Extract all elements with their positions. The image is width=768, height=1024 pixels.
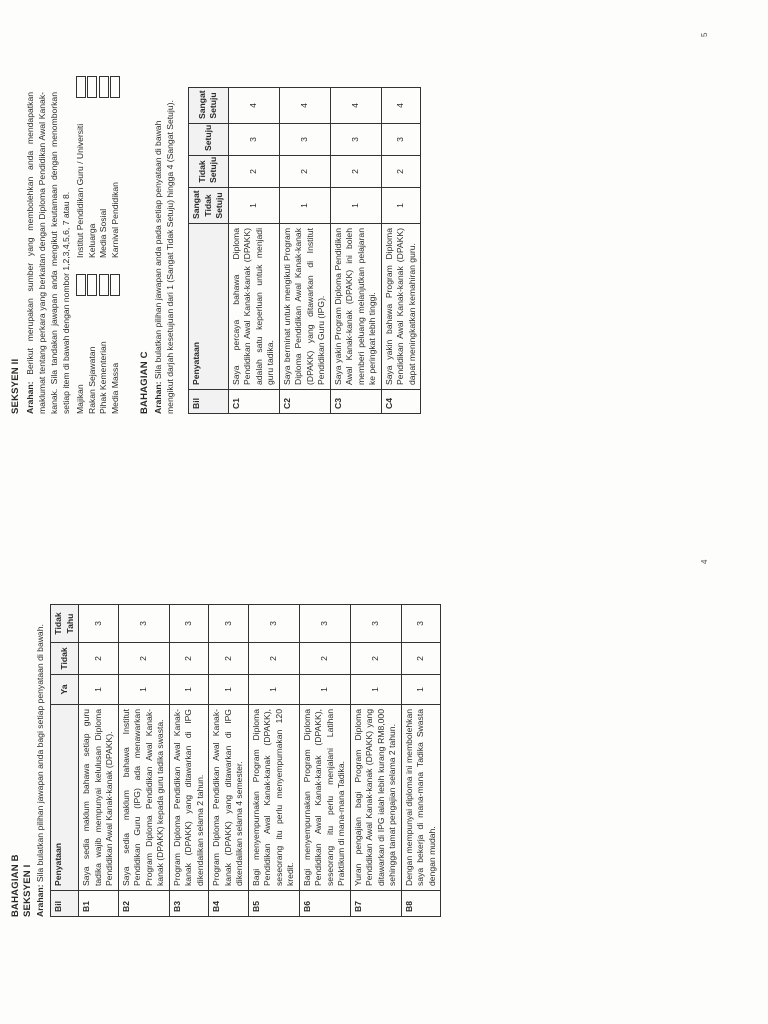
option-tidak-setuju[interactable]: 2 <box>330 156 381 188</box>
option-tidak-tahu[interactable]: 3 <box>401 605 441 643</box>
row-statement: Program Diploma Pendidikan Awal Kanak-kanak (DPAKK) yang ditawarkan di IPG dikendalikan selama 2 tahun. <box>169 705 209 891</box>
option-ya[interactable]: 1 <box>350 675 401 705</box>
option-tidak[interactable]: 2 <box>299 643 350 675</box>
row-statement: Yuran pengajian bagi Program Diploma Pendidikan Awal Kanak-kanak (DPAKK) yang ditawarkan di IPG ialah lebih kurang RM8,000 sehingga tamat pengajian selama 2 tahun. <box>350 705 401 891</box>
table-row <box>401 605 441 917</box>
header-penyataan: Penyataan <box>51 705 79 891</box>
table-row <box>228 88 279 414</box>
source-label: Pihak Kementerian <box>98 341 108 414</box>
instruction-c-label: Arahan: <box>153 381 163 414</box>
option-tidak[interactable]: 2 <box>248 643 299 675</box>
row-statement: Saya yakin Program Diploma Pendidikan Awal Kanak-kanak (DPAKK) ini boleh memberi peluang melanjutkan pelajaran ke peringkat lebih tinggi. <box>330 224 381 390</box>
row-bil: C1 <box>228 390 279 414</box>
option-ya[interactable]: 1 <box>401 675 441 705</box>
source-label: Institut Pendidikan Guru / Universiti <box>75 123 85 258</box>
rank-box[interactable] <box>99 76 109 98</box>
source-list <box>75 60 121 414</box>
header-ya: Ya <box>51 675 79 705</box>
option-tidak-tahu[interactable]: 3 <box>350 605 401 643</box>
option-setuju[interactable]: 3 <box>330 124 381 156</box>
option-sangat-tidak-setuju[interactable]: 1 <box>330 188 381 224</box>
table-row <box>118 605 169 917</box>
rank-box[interactable] <box>87 76 97 98</box>
table-row <box>381 88 421 414</box>
option-tidak[interactable]: 2 <box>401 643 441 675</box>
bahagian-c-heading: BAHAGIAN C <box>139 351 150 414</box>
header-bil: Bil <box>189 390 229 414</box>
source-label: Keluarga <box>86 223 97 258</box>
row-bil: B4 <box>209 891 249 917</box>
option-tidak-tahu[interactable]: 3 <box>169 605 209 643</box>
rank-box[interactable] <box>110 274 120 296</box>
instruction-seksyen-ii <box>24 92 72 414</box>
header-tidak-setuju: Tidak Setuju <box>189 156 229 188</box>
option-tidak[interactable]: 2 <box>118 643 169 675</box>
row-statement: Bagi menyempurnakan Program Diploma Pendidikan Awal Kanak-kanak (DPAKK), seseorang itu perlu menyempurnakan 120 kredit. <box>248 705 299 891</box>
option-sangat-tidak-setuju[interactable]: 1 <box>279 188 330 224</box>
option-sangat-setuju[interactable]: 4 <box>381 88 421 124</box>
source-label: Media Massa <box>109 362 120 414</box>
rank-box[interactable] <box>76 274 86 296</box>
option-tidak-tahu[interactable]: 3 <box>209 605 249 643</box>
option-ya[interactable]: 1 <box>169 675 209 705</box>
header-sangat-tidak-setuju: Sangat Tidak Setuju <box>189 188 229 224</box>
row-statement: Program Diploma Pendidikan Awal Kanak-kanak (DPAKK) yang ditawarkan di IPG dikendalikan selama 4 semester. <box>209 705 249 891</box>
instruction-c-text: Sila bulatkan pilihan jawapan anda pada setiap penyataan di bawah mengikut darjah kesetujuan dari 1 (Sangat Tidak Setuju) hingga 4 (Sangat Setuju). <box>153 100 175 414</box>
option-tidak-tahu[interactable]: 3 <box>79 605 119 643</box>
table-row <box>248 605 299 917</box>
row-bil: B1 <box>79 891 119 917</box>
option-ya[interactable]: 1 <box>299 675 350 705</box>
option-tidak[interactable]: 2 <box>350 643 401 675</box>
table-row <box>299 605 350 917</box>
option-tidak-setuju[interactable]: 2 <box>228 156 279 188</box>
header-tidak-tahu: Tidak Tahu <box>51 605 79 643</box>
option-sangat-setuju[interactable]: 4 <box>330 88 381 124</box>
header-sangat-setuju: Sangat Setuju <box>189 88 229 124</box>
table-row <box>350 605 401 917</box>
bahagian-b-heading: BAHAGIAN B <box>10 854 21 917</box>
option-tidak-setuju[interactable]: 2 <box>279 156 330 188</box>
source-label: Majikan <box>75 384 85 414</box>
row-bil: B3 <box>169 891 209 917</box>
option-setuju[interactable]: 3 <box>228 124 279 156</box>
table-row <box>79 605 119 917</box>
row-bil: B8 <box>401 891 441 917</box>
table-b <box>50 604 441 917</box>
seksyen-i-heading: SEKSYEN I <box>22 864 33 917</box>
table-row <box>209 605 249 917</box>
row-bil: B6 <box>299 891 350 917</box>
row-bil: C2 <box>279 390 330 414</box>
row-bil: C4 <box>381 390 421 414</box>
option-tidak-tahu[interactable]: 3 <box>248 605 299 643</box>
table-row <box>330 88 381 414</box>
page-number: 4 <box>700 559 709 564</box>
page-number: 5 <box>700 32 709 37</box>
option-setuju[interactable]: 3 <box>381 124 421 156</box>
row-statement: Saya sedia maklum bahawa Institut Pendidikan Guru (IPG) ada menawarkan Program Diploma Pendidikan Awal Kanak-kanak (DPAKK) kepada guru tadika swasta. <box>118 705 169 891</box>
source-row <box>75 60 87 414</box>
source-row <box>110 60 122 414</box>
option-ya[interactable]: 1 <box>79 675 119 705</box>
rank-box[interactable] <box>76 76 86 98</box>
row-bil: B2 <box>118 891 169 917</box>
row-statement: Dengan mempunyai diploma ini membolehkan saya bekerja di mana-mana Tadika Swasta dengan mudah. <box>401 705 441 891</box>
instruction-ii-text: Berikut merupakan sumber yang membolehkan anda mendapatkan maklumat tentang perkara yang berkaitan dengan Diploma Pendidikan Awal Kanak-kanak. Sila tandakan jawapan anda mengikut keutamaan dengan menomborkan setiap item di bawah dengan nombor 1,2,3,4,5,6, 7 atau 8. <box>25 92 71 414</box>
rank-box[interactable] <box>99 274 109 296</box>
option-tidak[interactable]: 2 <box>169 643 209 675</box>
header-tidak: Tidak <box>51 643 79 675</box>
option-tidak-tahu[interactable]: 3 <box>118 605 169 643</box>
option-ya[interactable]: 1 <box>118 675 169 705</box>
option-tidak[interactable]: 2 <box>79 643 119 675</box>
row-statement: Saya percaya bahawa Diploma Pendidikan Awal Kanak-kanak (DPAKK) adalah satu keperluan untuk menjadi guru tadika. <box>228 224 279 390</box>
option-sangat-tidak-setuju[interactable]: 1 <box>381 188 421 224</box>
header-bil: Bil <box>51 891 79 917</box>
table-row <box>279 88 330 414</box>
instruction-ii-label: Arahan: <box>25 381 35 414</box>
row-statement: Saya yakin bahawa Program Diploma Pendidikan Awal Kanak-kanak (DPAKK) dapat meningkatkan kemahiran guru. <box>381 224 421 390</box>
instruction-b <box>34 517 46 917</box>
option-ya[interactable]: 1 <box>209 675 249 705</box>
instruction-b-label: Arahan: <box>35 884 45 917</box>
option-tidak[interactable]: 2 <box>209 643 249 675</box>
row-bil: B7 <box>350 891 401 917</box>
option-tidak-tahu[interactable]: 3 <box>299 605 350 643</box>
rank-box[interactable] <box>87 274 97 296</box>
source-label: Rakan Sejawatan <box>86 346 97 414</box>
row-statement: Saya sedia maklum bahawa setiap guru tadika wajib mempunyai kelulusan Diploma Pendidikan Awal Kanak-kanak (DPAKK). <box>79 705 119 891</box>
row-bil: C3 <box>330 390 381 414</box>
table-row <box>169 605 209 917</box>
option-sangat-setuju[interactable]: 4 <box>279 88 330 124</box>
option-setuju[interactable]: 3 <box>279 124 330 156</box>
instruction-c <box>152 92 176 414</box>
table-c <box>188 87 421 414</box>
rank-box[interactable] <box>110 76 120 98</box>
row-bil: B5 <box>248 891 299 917</box>
row-statement: Bagi menyempurnakan Program Diploma Pendidikan Awal Kanak-kanak (DPAKK), seseorang itu perlu menjalani Latihan Praktikum di mana-mana Tadika. <box>299 705 350 891</box>
source-row <box>87 60 99 414</box>
seksyen-ii-heading: SEKSYEN II <box>10 358 21 414</box>
option-sangat-setuju[interactable]: 4 <box>228 88 279 124</box>
header-setuju: Setuju <box>189 124 229 156</box>
source-row <box>98 60 110 414</box>
source-label: Karnival Pendidikan <box>109 182 120 258</box>
table-b-header <box>51 605 79 917</box>
row-statement: Saya berminat untuk mengikuti Program Diploma Pendidikan Awal Kanak-kanak (DPAKK) yang ditawarkan di Institut Pendidikan Guru (IPG). <box>279 224 330 390</box>
header-penyataan: Penyataan <box>189 224 229 390</box>
option-ya[interactable]: 1 <box>248 675 299 705</box>
source-label: Media Sosial <box>98 208 108 258</box>
table-c-header <box>189 88 229 414</box>
option-tidak-setuju[interactable]: 2 <box>381 156 421 188</box>
option-sangat-tidak-setuju[interactable]: 1 <box>228 188 279 224</box>
instruction-b-text: Sila bulatkan pilihan jawapan anda bagi setiap penyataan di bawah. <box>35 624 45 885</box>
page-4 <box>0 512 768 1024</box>
